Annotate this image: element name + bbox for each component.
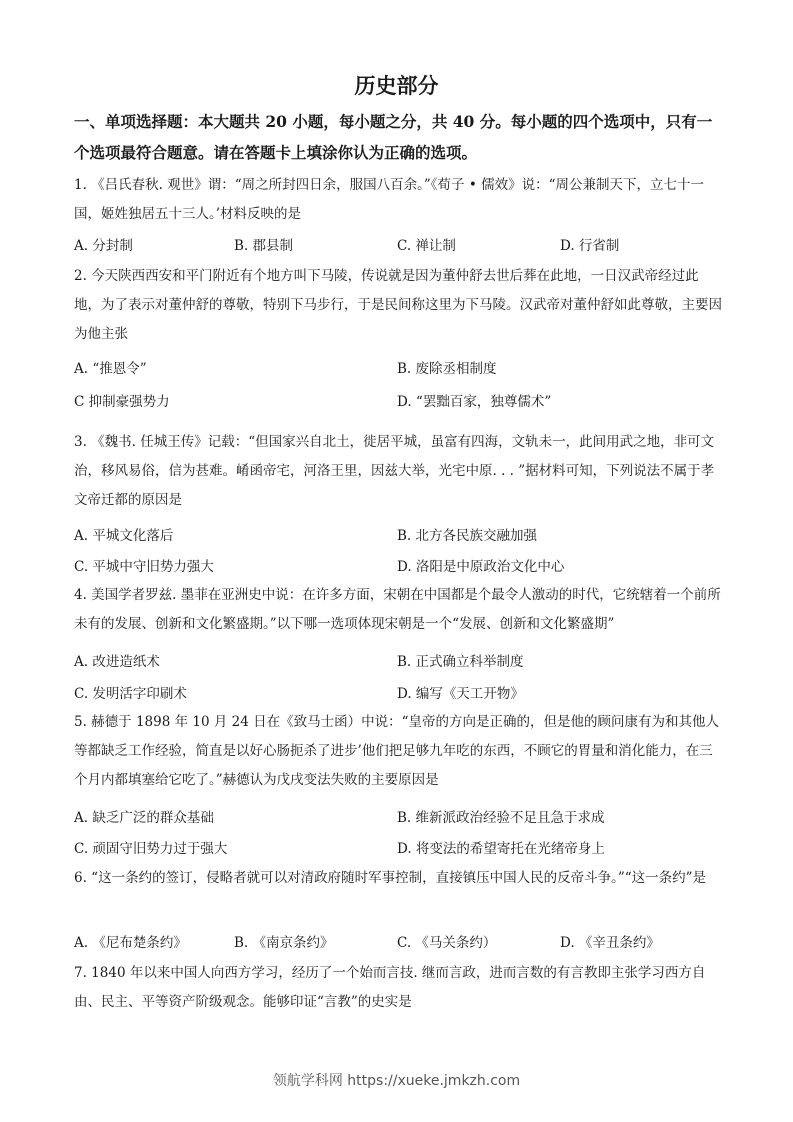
question-6-option-c: C. 《马关条约） xyxy=(397,935,497,951)
question-5-option-b: B. 维新派政治经验不足且急于求成 xyxy=(397,810,605,826)
question-1-option-d: D. 行省制 xyxy=(560,238,620,254)
question-2-options-row1 xyxy=(74,357,724,381)
question-2-option-a: A. “推恩令” xyxy=(74,361,147,377)
question-1-option-b: B. 郡县制 xyxy=(234,238,294,254)
question-3-option-a: A. 平城文化落后 xyxy=(74,528,174,544)
question-2-stem: 2. 今天陕西西安和平门附近有个地方叫下马陵，传说就是因为董仲舒去世后葬在此地，一日汉武帝经过此地，为了表示对董仲舒的尊敬，特别下马步行，于是民间称这里为下马陵。汉武帝对董仲舒如此尊敬，主要因为他主张 xyxy=(74,268,722,342)
question-4-option-d: D. 编写《天工开物》 xyxy=(397,686,524,702)
question-4-options-row2 xyxy=(74,682,724,706)
question-1-option-a: A. 分封制 xyxy=(74,238,133,254)
question-1-options xyxy=(74,234,724,258)
footer-watermark: 领航学科网 https://xueke.jmkzh.com xyxy=(272,1073,521,1089)
question-4-option-a: A. 改进造纸术 xyxy=(74,654,160,670)
question-2-option-b: B. 废除丞相制度 xyxy=(397,361,497,377)
question-4-option-c: C. 发明活字印刷术 xyxy=(74,686,187,702)
question-2-option-d: D. “罢黜百家，独尊儒术” xyxy=(397,394,552,410)
question-3-stem: 3. 《魏书. 任城王传》记载：“但国家兴自北土，徙居平城，虽富有四海，文轨未一，此间用武之地，非可文治，移风易俗，信为甚难。崤函帝宅，河洛王里，因兹大举，光宅中原. . . ”据材料可知，下列说法不属于孝文帝迁都的原因是 xyxy=(74,434,715,508)
question-6-option-a: A. 《尼布楚条约》 xyxy=(74,935,187,951)
question-4-options-row1 xyxy=(74,650,724,674)
question-3-options-row1 xyxy=(74,524,724,548)
question-2-options-row2 xyxy=(74,390,724,414)
question-6-stem: 6. “这一条约的签订，侵略者就可以对清政府随时军事控制，直接镇压中国人民的反帝斗争。”“这一条约”是 xyxy=(74,870,707,886)
question-4-option-b: B. 正式确立科举制度 xyxy=(397,654,524,670)
page-title: 历史部分 xyxy=(354,73,439,98)
question-5-options-row1 xyxy=(74,806,724,830)
question-3-option-b: B. 北方各民族交融加强 xyxy=(397,528,538,544)
question-4-stem: 4. 美国学者罗兹. 墨菲在亚洲史中说：在许多方面，宋朝在中国都是个最令人激动的时代，它统辖着一个前所未有的发展、创新和文化繁盛期。”以下哪一选项体现宋朝是一个“发展、创新和文化繁盛期” xyxy=(74,587,721,632)
question-6-option-b: B. 《南京条约》 xyxy=(234,935,334,951)
question-5-stem: 5. 赫德于 1898 年 10 月 24 日在《致马士函）中说：“皇帝的方向是正确的，但是他的顾问康有为和其他人等都缺乏工作经验，简直是以好心肠扼杀了进步’他们把足够九年吃的东西，不顾它的胃量和消化能力，在三个月内都填塞给它吃了。”赫德认为戊戌变法失败的主要原因是 xyxy=(74,714,720,788)
question-5-option-a: A. 缺乏广泛的群众基础 xyxy=(74,810,214,826)
question-3-options-row2 xyxy=(74,555,724,579)
question-5-options-row2 xyxy=(74,837,724,861)
question-1-option-c: C. 禅让制 xyxy=(397,238,456,254)
question-2-option-c: C 抑制豪强势力 xyxy=(74,394,170,410)
question-1-stem: 1. 《吕氏春秋. 观世》谓：“周之所封四日余，服国八百余。”《荀子 • 儒效》说：“周公兼制天下，立七十一国，姬姓独居五十三人。’材料反映的是 xyxy=(74,177,705,222)
question-6-options xyxy=(74,931,724,955)
section-heading: 一、单项选择题：本大题共 20 小题，每小题之分，共 40 分。每小题的四个选项中，只有一个选项最符合题意。请在答题卡上填涂你认为正确的选项。 xyxy=(74,112,713,162)
question-7-stem: 7. 1840 年以来中国人向西方学习，经历了一个始而言技. 继而言政，进而言数的有言教即主张学习西方自由、民主、平等资产阶级观念。能够印证“言教”的史实是 xyxy=(74,965,706,1010)
question-5-option-d: D. 将变法的希望寄托在光绪帝身上 xyxy=(397,841,605,857)
question-5-option-c: C. 顽固守旧势力过于强大 xyxy=(74,841,228,857)
question-3-option-d: D. 洛阳是中原政治文化中心 xyxy=(397,559,565,575)
question-3-option-c: C. 平城中守旧势力强大 xyxy=(74,559,214,575)
question-6-option-d: D. 《辛丑条约》 xyxy=(560,935,660,951)
